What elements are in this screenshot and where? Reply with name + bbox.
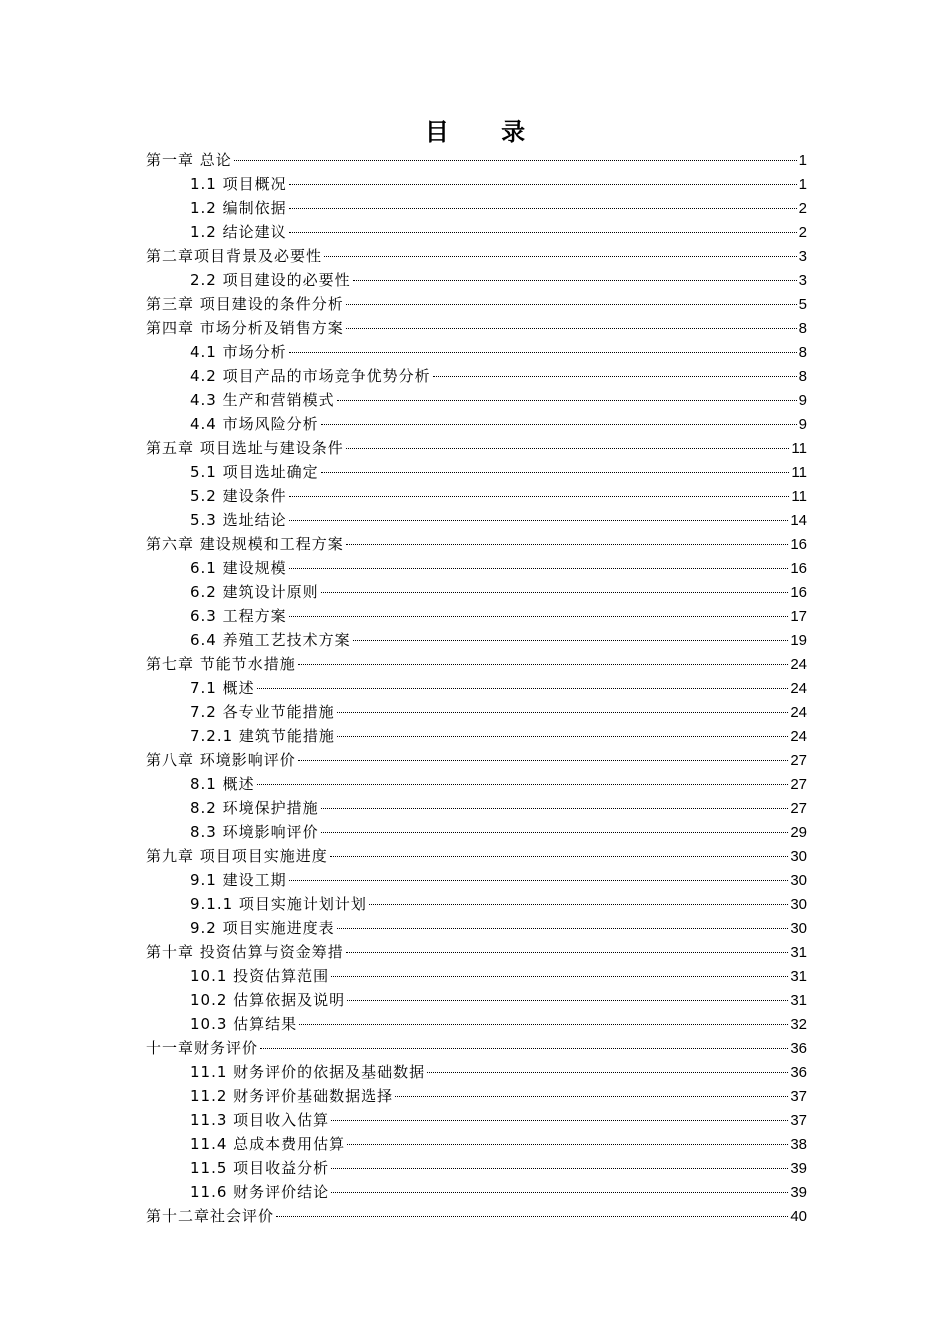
toc-entry-title: 1.2 结论建议 — [190, 223, 287, 241]
toc-section-entry[interactable] — [146, 340, 807, 364]
toc-entry-title: 第四章 市场分析及销售方案 — [146, 319, 344, 337]
toc-section-entry[interactable] — [146, 388, 807, 412]
table-of-contents — [146, 148, 807, 1228]
dot-leader — [289, 352, 797, 353]
dot-leader — [298, 664, 789, 665]
toc-page-number: 39 — [790, 1184, 807, 1201]
toc-section-entry[interactable] — [146, 1012, 807, 1036]
toc-section-entry[interactable] — [146, 1060, 807, 1084]
toc-section-entry[interactable] — [146, 556, 807, 580]
toc-page-number: 11 — [791, 440, 807, 457]
toc-section-entry[interactable] — [146, 508, 807, 532]
toc-page-number: 16 — [790, 584, 807, 601]
toc-page-number: 16 — [790, 560, 807, 577]
toc-entry-title: 5.3 选址结论 — [190, 511, 287, 529]
toc-entry-title: 第二章项目背景及必要性 — [146, 247, 323, 265]
dot-leader — [337, 928, 789, 929]
toc-entry-title: 6.3 工程方案 — [190, 607, 287, 625]
toc-section-entry[interactable] — [146, 1084, 807, 1108]
dot-leader — [330, 856, 789, 857]
dot-leader — [346, 328, 797, 329]
toc-entry-title: 第七章 节能节水措施 — [146, 655, 296, 673]
dot-leader — [337, 712, 789, 713]
toc-section-entry[interactable] — [146, 700, 807, 724]
toc-chapter-entry[interactable] — [146, 316, 807, 340]
toc-page-number: 31 — [790, 968, 807, 985]
toc-page-number: 31 — [790, 944, 807, 961]
toc-entry-title: 第一章 总论 — [146, 151, 232, 169]
toc-page-number: 24 — [790, 680, 807, 697]
toc-chapter-entry[interactable] — [146, 1204, 807, 1228]
toc-entry-title: 11.2 财务评价基础数据选择 — [190, 1087, 394, 1105]
toc-page-number: 27 — [790, 776, 807, 793]
toc-page-number: 27 — [790, 752, 807, 769]
toc-page-number: 37 — [790, 1088, 807, 1105]
toc-entry-title: 6.1 建设规模 — [190, 559, 287, 577]
toc-section-entry[interactable] — [146, 196, 807, 220]
toc-page-number: 2 — [798, 200, 807, 217]
toc-page-number: 19 — [790, 632, 807, 649]
toc-entry-title: 11.3 项目收入估算 — [190, 1111, 330, 1129]
toc-section-entry[interactable] — [146, 724, 807, 748]
toc-section-entry[interactable] — [146, 220, 807, 244]
toc-chapter-entry[interactable] — [146, 292, 807, 316]
dot-leader — [260, 1048, 788, 1049]
toc-page-number: 30 — [790, 896, 807, 913]
dot-leader — [321, 424, 797, 425]
toc-page-number: 11 — [791, 464, 807, 481]
toc-entry-title: 7.2.1 建筑节能措施 — [190, 727, 335, 745]
dot-leader — [331, 976, 788, 977]
toc-page-number: 24 — [790, 704, 807, 721]
toc-entry-title: 1.1 项目概况 — [190, 175, 287, 193]
dot-leader — [257, 688, 789, 689]
dot-leader — [369, 904, 788, 905]
toc-chapter-entry[interactable] — [146, 940, 807, 964]
toc-entry-title: 9.1 建设工期 — [190, 871, 287, 889]
toc-section-entry[interactable] — [146, 460, 807, 484]
toc-chapter-entry[interactable] — [146, 748, 807, 772]
toc-section-entry[interactable] — [146, 1108, 807, 1132]
toc-section-entry[interactable] — [146, 628, 807, 652]
toc-chapter-entry[interactable] — [146, 652, 807, 676]
toc-entry-title: 2.2 项目建设的必要性 — [190, 271, 351, 289]
dot-leader — [321, 592, 789, 593]
toc-page-number: 40 — [790, 1208, 807, 1225]
dot-leader — [346, 448, 790, 449]
toc-section-entry[interactable] — [146, 604, 807, 628]
toc-section-entry[interactable] — [146, 676, 807, 700]
toc-page-number: 29 — [790, 824, 807, 841]
toc-page-number: 17 — [790, 608, 807, 625]
toc-section-entry[interactable] — [146, 364, 807, 388]
toc-page-number: 2 — [798, 224, 807, 241]
dot-leader — [321, 472, 790, 473]
toc-section-entry[interactable] — [146, 796, 807, 820]
toc-section-entry[interactable] — [146, 916, 807, 940]
toc-entry-title: 10.1 投资估算范围 — [190, 967, 330, 985]
toc-chapter-entry[interactable] — [146, 244, 807, 268]
toc-chapter-entry[interactable] — [146, 844, 807, 868]
dot-leader — [234, 160, 797, 161]
toc-page-number: 38 — [790, 1136, 807, 1153]
dot-leader — [346, 952, 789, 953]
toc-section-entry[interactable] — [146, 772, 807, 796]
toc-page-number: 36 — [790, 1040, 807, 1057]
toc-page-number: 8 — [798, 320, 807, 337]
dot-leader — [257, 784, 789, 785]
dot-leader — [347, 1144, 788, 1145]
dot-leader — [347, 1000, 788, 1001]
toc-page-number: 9 — [798, 392, 807, 409]
toc-page-number: 9 — [798, 416, 807, 433]
toc-entry-title: 5.2 建设条件 — [190, 487, 287, 505]
dot-leader — [289, 568, 789, 569]
toc-entry-title: 9.1.1 项目实施计划计划 — [190, 895, 367, 913]
dot-leader — [331, 1192, 788, 1193]
dot-leader — [346, 304, 797, 305]
toc-entry-title: 第八章 环境影响评价 — [146, 751, 296, 769]
toc-chapter-entry[interactable] — [146, 436, 807, 460]
toc-entry-title: 5.1 项目选址确定 — [190, 463, 319, 481]
toc-section-entry[interactable] — [146, 1156, 807, 1180]
toc-page-number: 11 — [791, 488, 807, 505]
toc-section-entry[interactable] — [146, 484, 807, 508]
dot-leader — [289, 616, 789, 617]
dot-leader — [353, 640, 789, 641]
toc-page-number: 30 — [790, 920, 807, 937]
toc-chapter-entry[interactable] — [146, 532, 807, 556]
toc-entry-title: 第十章 投资估算与资金筹措 — [146, 943, 344, 961]
toc-chapter-entry[interactable] — [146, 148, 807, 172]
toc-entry-title: 11.5 项目收益分析 — [190, 1159, 330, 1177]
toc-chapter-entry[interactable] — [146, 1036, 807, 1060]
dot-leader — [331, 1168, 788, 1169]
toc-page-number: 1 — [798, 152, 807, 169]
dot-leader — [289, 184, 797, 185]
toc-section-entry[interactable] — [146, 964, 807, 988]
dot-leader — [337, 736, 788, 737]
toc-page-number: 5 — [798, 296, 807, 313]
dot-leader — [289, 496, 790, 497]
toc-page-number: 8 — [798, 368, 807, 385]
toc-page-number: 31 — [790, 992, 807, 1009]
dot-leader — [353, 280, 797, 281]
toc-page-number: 3 — [798, 248, 807, 265]
toc-entry-title: 4.4 市场风险分析 — [190, 415, 319, 433]
toc-page-number: 1 — [798, 176, 807, 193]
toc-entry-title: 第三章 项目建设的条件分析 — [146, 295, 344, 313]
toc-page-number: 16 — [790, 536, 807, 553]
toc-section-entry[interactable] — [146, 988, 807, 1012]
dot-leader — [289, 520, 789, 521]
dot-leader — [337, 400, 797, 401]
toc-page-number: 32 — [790, 1016, 807, 1033]
toc-entry-title: 8.2 环境保护措施 — [190, 799, 319, 817]
toc-page-number: 30 — [790, 872, 807, 889]
dot-leader — [331, 1120, 788, 1121]
toc-entry-title: 4.3 生产和营销模式 — [190, 391, 335, 409]
toc-entry-title: 1.2 编制依据 — [190, 199, 287, 217]
toc-page-number: 8 — [798, 344, 807, 361]
toc-page-number: 24 — [790, 656, 807, 673]
dot-leader — [289, 208, 797, 209]
dot-leader — [298, 760, 789, 761]
toc-section-entry[interactable] — [146, 1132, 807, 1156]
toc-entry-title: 6.4 养殖工艺技术方案 — [190, 631, 351, 649]
toc-section-entry[interactable] — [146, 412, 807, 436]
toc-entry-title: 第九章 项目项目实施进度 — [146, 847, 328, 865]
toc-page-number: 14 — [790, 512, 807, 529]
toc-section-entry[interactable] — [146, 1180, 807, 1204]
toc-entry-title: 8.3 环境影响评价 — [190, 823, 319, 841]
dot-leader — [289, 880, 789, 881]
toc-page-number: 30 — [790, 848, 807, 865]
toc-entry-title: 11.4 总成本费用估算 — [190, 1135, 346, 1153]
toc-page-number: 39 — [790, 1160, 807, 1177]
toc-page-number: 24 — [790, 728, 807, 745]
toc-section-entry[interactable] — [146, 268, 807, 292]
dot-leader — [427, 1072, 788, 1073]
toc-entry-title: 10.3 估算结果 — [190, 1015, 298, 1033]
dot-leader — [299, 1024, 788, 1025]
toc-entry-title: 11.1 财务评价的依据及基础数据 — [190, 1063, 426, 1081]
toc-section-entry[interactable] — [146, 820, 807, 844]
dot-leader — [324, 256, 797, 257]
toc-title: 目 录 — [424, 118, 548, 146]
toc-page-number: 3 — [798, 272, 807, 289]
toc-section-entry[interactable] — [146, 892, 807, 916]
dot-leader — [395, 1096, 788, 1097]
toc-entry-title: 4.2 项目产品的市场竞争优势分析 — [190, 367, 431, 385]
toc-entry-title: 7.2 各专业节能措施 — [190, 703, 335, 721]
toc-entry-title: 8.1 概述 — [190, 775, 255, 793]
toc-entry-title: 7.1 概述 — [190, 679, 255, 697]
toc-entry-title: 10.2 估算依据及说明 — [190, 991, 346, 1009]
toc-section-entry[interactable] — [146, 172, 807, 196]
toc-entry-title: 11.6 财务评价结论 — [190, 1183, 330, 1201]
toc-entry-title: 9.2 项目实施进度表 — [190, 919, 335, 937]
toc-entry-title: 6.2 建筑设计原则 — [190, 583, 319, 601]
dot-leader — [346, 544, 789, 545]
toc-entry-title: 第十二章社会评价 — [146, 1207, 275, 1225]
toc-section-entry[interactable] — [146, 868, 807, 892]
dot-leader — [433, 376, 797, 377]
dot-leader — [321, 832, 789, 833]
toc-page-number: 27 — [790, 800, 807, 817]
dot-leader — [276, 1216, 788, 1217]
toc-entry-title: 第六章 建设规模和工程方案 — [146, 535, 344, 553]
toc-entry-title: 第五章 项目选址与建设条件 — [146, 439, 344, 457]
toc-entry-title: 4.1 市场分析 — [190, 343, 287, 361]
toc-page-number: 36 — [790, 1064, 807, 1081]
toc-section-entry[interactable] — [146, 580, 807, 604]
toc-page-number: 37 — [790, 1112, 807, 1129]
toc-entry-title: 十一章财务评价 — [146, 1039, 259, 1057]
dot-leader — [321, 808, 789, 809]
dot-leader — [289, 232, 797, 233]
